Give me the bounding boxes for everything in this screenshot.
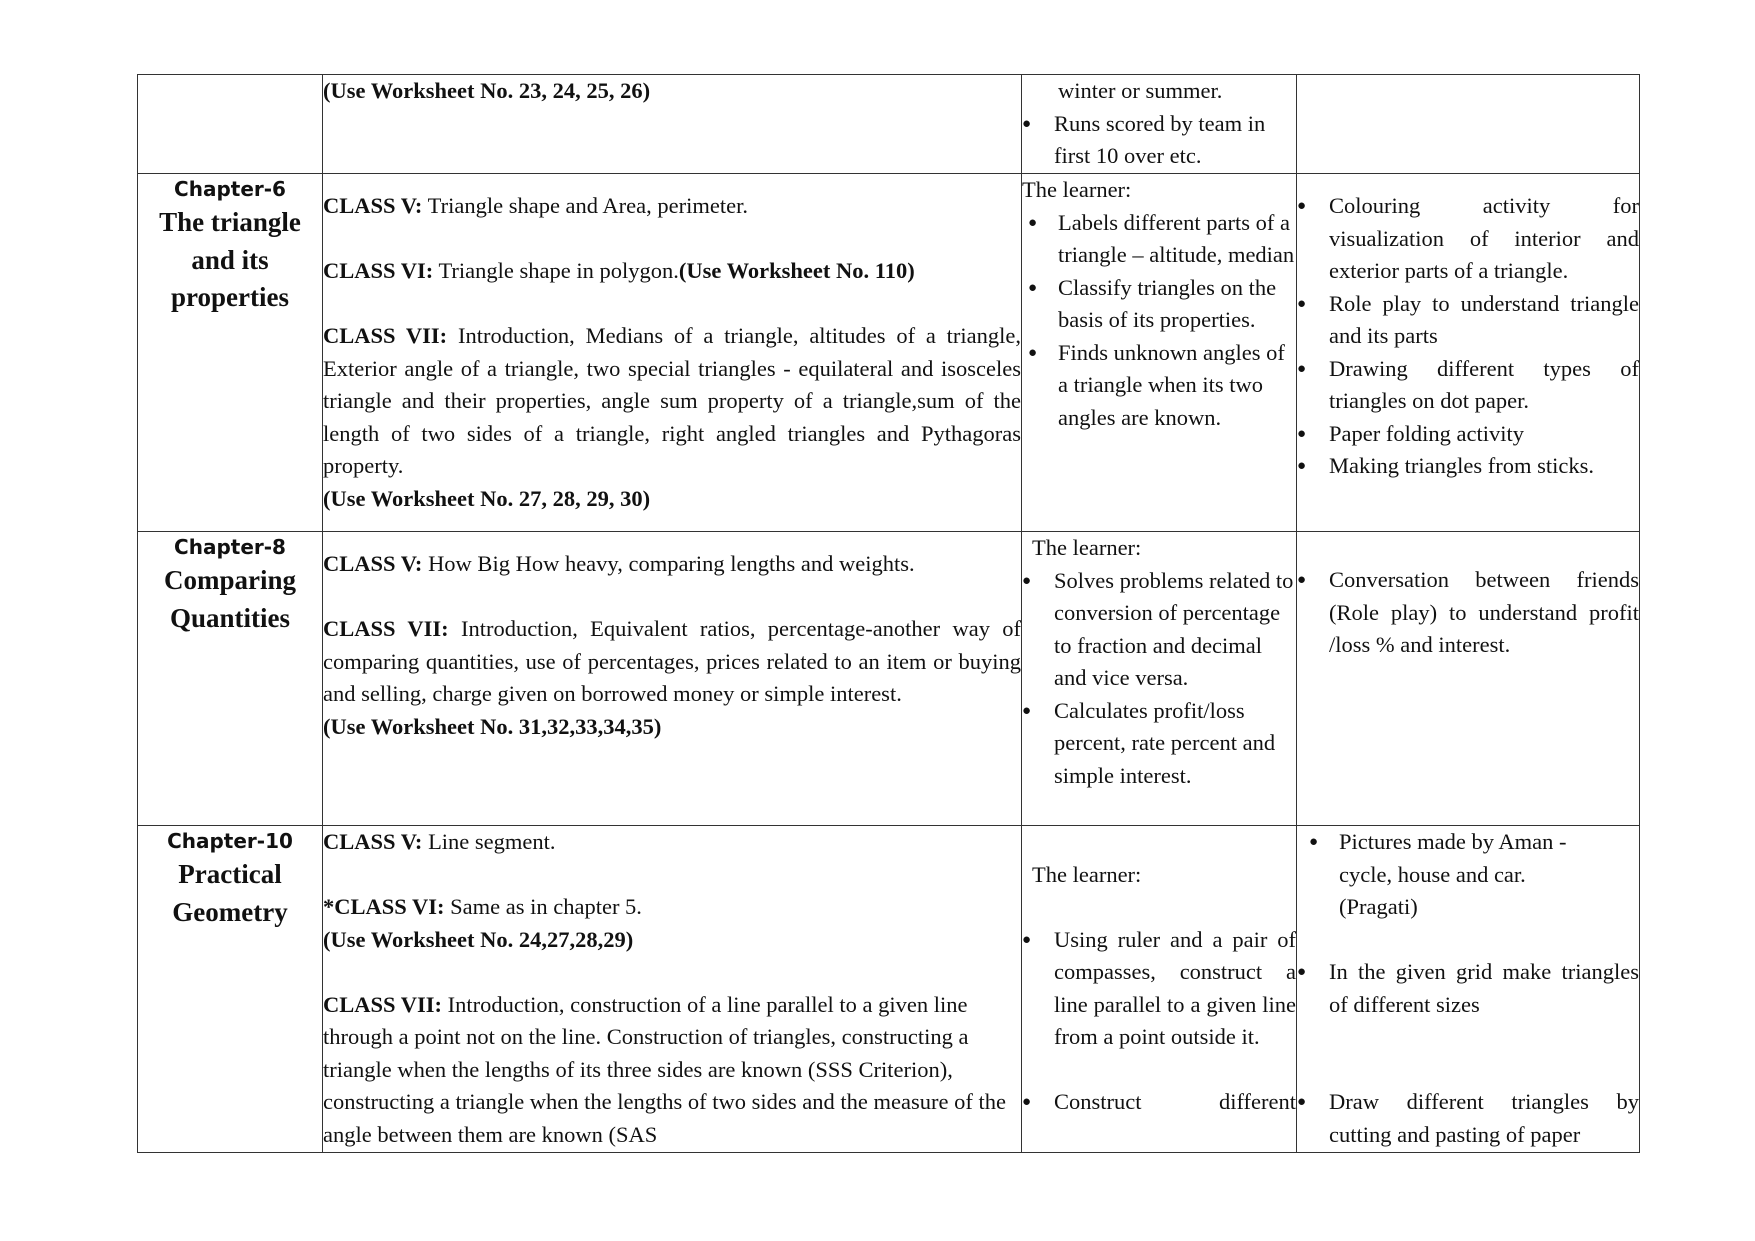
chapter-number: Chapter-8 <box>174 535 286 559</box>
content-cell <box>323 75 1022 174</box>
activity-item: ● Role play to understand triangle and its parts <box>1297 288 1639 353</box>
learning-outcomes-cell <box>1022 75 1297 174</box>
class-label: CLASS VII: <box>323 991 443 1017</box>
outcome-item: ● Using ruler and a pair of compasses, construct a line parallel to a given line from a point outside it. <box>1022 924 1296 1054</box>
activities-cell <box>1297 75 1640 174</box>
curriculum-table <box>137 74 1640 1153</box>
topic-text: Introduction, construction of a line parallel to a given line through a point not on the line. Construction of triangles, constructing a triangle when the lengths of its three sides are known (SSS Criterion), constructing a triangle when the lengths of two sides and the measure of the angle between them are known (SAS <box>323 991 1006 1147</box>
table-row <box>138 75 1640 174</box>
activity-item: ● Draw different triangles by cutting and pasting of paper <box>1297 1086 1639 1151</box>
outcome-item: ● Solves problems related to conversion of percentage to fraction and decimal and vice versa. <box>1022 565 1296 695</box>
activity-item: ● Conversation between friends (Role play) to understand profit /loss % and interest. <box>1297 564 1639 662</box>
activities-cell <box>1297 174 1640 532</box>
activity-item: ● Paper folding activity <box>1297 418 1639 451</box>
learning-outcomes-cell <box>1022 532 1297 826</box>
table-row <box>138 826 1640 1153</box>
class-label: CLASS VII: <box>323 616 449 641</box>
chapter-number: Chapter-6 <box>174 177 286 201</box>
learner-intro: The learner: <box>1032 535 1142 560</box>
class-vi-topic <box>323 891 1021 924</box>
class-v-topic <box>323 826 1021 859</box>
chapter-cell <box>138 174 323 532</box>
chapter-title: Practical Geometry <box>172 859 288 927</box>
topic-text: Same as in chapter 5. <box>444 894 642 919</box>
topic-text: How Big How heavy, comparing lengths and weights. <box>422 551 915 576</box>
class-label: CLASS VI: <box>323 258 434 283</box>
outcome-continuation: winter or summer. <box>1058 78 1223 103</box>
activities-cell <box>1297 826 1640 1153</box>
activity-item: ● Pictures made by Aman - cycle, house and car. (Pragati) <box>1303 826 1639 924</box>
worksheet-reference: (Use Worksheet No. 31,32,33,34,35) <box>323 713 662 739</box>
learning-outcomes-cell <box>1022 826 1297 1153</box>
content-cell <box>323 826 1022 1153</box>
chapter-cell <box>138 826 323 1153</box>
outcome-item: ● Runs scored by team in first 10 over etc. <box>1022 108 1296 173</box>
activities-cell <box>1297 532 1640 826</box>
content-cell <box>323 532 1022 826</box>
chapter-title: Comparing Quantities <box>163 565 296 633</box>
chapter-cell <box>138 532 323 826</box>
worksheet-reference: (Use Worksheet No. 24,27,28,29) <box>323 926 634 952</box>
class-vii-topic <box>323 320 1021 483</box>
class-label: CLASS V: <box>323 193 423 218</box>
worksheet-reference: (Use Worksheet No. 110) <box>678 258 915 283</box>
outcome-item: ● Classify triangles on the basis of its properties. <box>1022 272 1296 337</box>
outcome-item: ● Labels different parts of a triangle – altitude, median <box>1022 207 1296 272</box>
topic-text: Introduction, Medians of a triangle, altitudes of a triangle, Exterior angle of a triangle, two special triangles - equilateral and isosceles triangle and their properties, angle sum property of a triangle,sum of the length of two sides of a triangle, right angled triangles and Pythagoras property. <box>323 323 1021 478</box>
class-label: CLASS VII: <box>323 323 448 348</box>
topic-text: Line segment. <box>422 829 556 854</box>
outcome-item: ● Finds unknown angles of a triangle when its two angles are known. <box>1022 337 1296 435</box>
class-label: CLASS V: <box>323 551 423 576</box>
chapter-title: The triangle and its properties <box>159 207 301 312</box>
class-vi-topic <box>323 255 1021 288</box>
activity-item: ● Colouring activity for visualization of interior and exterior parts of a triangle. <box>1297 190 1639 288</box>
learner-intro: The learner: <box>1032 861 1142 887</box>
learner-intro: The learner: <box>1022 177 1132 202</box>
learning-outcomes-cell <box>1022 174 1297 532</box>
table-row <box>138 174 1640 532</box>
worksheet-reference: (Use Worksheet No. 27, 28, 29, 30) <box>323 485 651 511</box>
chapter-number: Chapter-10 <box>167 829 293 853</box>
activity-item: ● Drawing different types of triangles on dot paper. <box>1297 353 1639 418</box>
outcome-item: ● Calculates profit/loss percent, rate percent and simple interest. <box>1022 695 1296 793</box>
topic-text: Triangle shape and Area, perimeter. <box>422 193 748 218</box>
worksheet-reference: (Use Worksheet No. 23, 24, 25, 26) <box>323 78 651 103</box>
outcome-item: ● Construct different <box>1022 1086 1296 1119</box>
topic-text: Triangle shape in polygon. <box>433 258 679 283</box>
class-v-topic <box>323 190 1021 223</box>
class-vii-topic <box>323 613 1021 711</box>
activity-item: ● Making triangles from sticks. <box>1297 450 1639 483</box>
chapter-cell <box>138 75 323 174</box>
table-row <box>138 532 1640 826</box>
topic-text: Introduction, Equivalent ratios, percentage-another way of comparing quantities, use of percentages, prices related to an item or buying and selling, charge given on borrowed money or simple interest. <box>323 616 1021 706</box>
content-cell <box>323 174 1022 532</box>
class-label: *CLASS VI: <box>323 894 445 919</box>
class-vii-topic <box>323 989 1021 1152</box>
class-label: CLASS V: <box>323 829 423 854</box>
activity-item: ● In the given grid make triangles of different sizes <box>1297 956 1639 1021</box>
class-v-topic <box>323 548 1021 581</box>
